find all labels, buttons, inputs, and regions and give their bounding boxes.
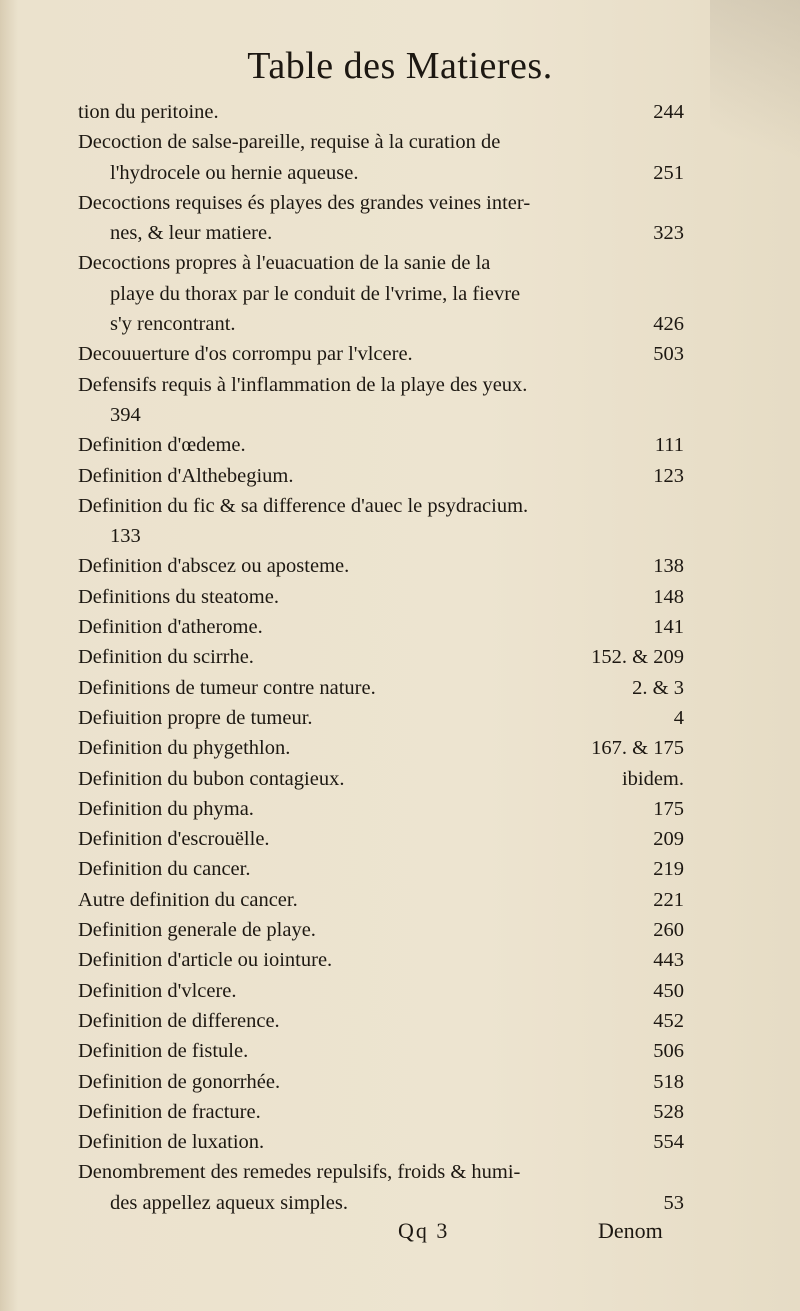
index-entry (78, 582, 684, 612)
entry-text-line: Decouuerture d'os corrompu par l'vlcere. (78, 343, 413, 366)
index-entry (78, 764, 684, 794)
index-entry (78, 461, 684, 491)
entry-page-number: 452 (653, 1009, 684, 1032)
index-entry (78, 1036, 684, 1066)
entry-text-line: Definition d'œdeme. (78, 434, 246, 457)
entry-page-number: ibidem. (621, 767, 684, 790)
entry-text-line: Definition d'escrouëlle. (78, 828, 270, 851)
index-entry (78, 370, 684, 431)
entry-page-number: 528 (653, 1100, 684, 1123)
entry-page-number: 111 (654, 434, 684, 457)
index-entry (78, 1097, 684, 1127)
entry-page-number: 141 (653, 616, 684, 639)
catchword: Denom (598, 1218, 663, 1243)
index-entry (78, 248, 684, 339)
entry-page-number: 123 (653, 464, 684, 487)
index-entry (78, 673, 684, 703)
index-entry (78, 188, 684, 249)
entry-page-number: 554 (653, 1131, 684, 1154)
index-entry (78, 97, 684, 127)
entry-page-number: 152. & 209 (591, 646, 684, 669)
index-entry (78, 430, 684, 460)
entry-text-line: playe du thorax par le conduit de l'vrime, la fievre (110, 282, 521, 305)
entry-text-line: Definition du fic & sa difference d'auec le psydracium. (78, 494, 529, 517)
entry-text-line: Defensifs requis à l'inflammation de la playe des yeux. (78, 373, 528, 396)
entry-page-number: 503 (653, 343, 684, 366)
entry-text-line: Definition du scirrhe. (78, 646, 254, 669)
entry-page-number: 4 (673, 706, 684, 729)
entry-text-line: nes, & leur matiere. (110, 222, 273, 245)
index-entry (78, 854, 684, 884)
entry-text-line: Definition d'abscez ou aposteme. (78, 555, 350, 578)
entry-page-number: 244 (653, 101, 684, 123)
entry-text-line: Definition du bubon contagieux. (78, 767, 345, 790)
entry-text-line: 133 (110, 525, 141, 548)
entry-page-number: 2. & 3 (632, 676, 684, 699)
entry-text-line: tion du peritoine. (78, 101, 219, 123)
entry-page-number: 148 (653, 585, 684, 608)
entry-page-number: 221 (653, 888, 684, 911)
entry-page-number: 443 (653, 949, 684, 972)
entry-text-line: des appellez aqueux simples. (110, 1191, 348, 1214)
entry-text-line: Definition de gonorrhée. (78, 1070, 281, 1093)
entry-text-line: Autre definition du cancer. (78, 888, 298, 911)
index-entry (78, 1127, 684, 1157)
index-entry (78, 127, 684, 188)
entry-page-number: 260 (653, 919, 684, 942)
entry-text-line: Definition de luxation. (78, 1131, 265, 1154)
entry-text-line: Definition du cancer. (78, 858, 251, 881)
entry-text-line: Definition du phygethlon. (78, 737, 291, 760)
entry-page-number: 251 (653, 161, 684, 184)
index-entry (78, 733, 684, 763)
entry-text-line: l'hydrocele ou hernie aqueuse. (110, 161, 359, 184)
entry-page-number: 506 (653, 1040, 684, 1063)
entry-text-line: Definition de difference. (78, 1009, 280, 1032)
index-entry (78, 976, 684, 1006)
entry-text-line: s'y rencontrant. (110, 313, 236, 336)
entry-text-line: Decoction de salse-pareille, requise à la curation de (78, 131, 501, 154)
index-entry (78, 915, 684, 945)
entry-page-number: 219 (653, 858, 684, 881)
index-entry (78, 703, 684, 733)
index-entry (78, 491, 684, 552)
entry-page-number: 450 (653, 979, 684, 1002)
entry-text-line: Denombrement des remedes repulsifs, froids & humi- (78, 1161, 521, 1184)
index-entries (78, 97, 684, 1218)
entry-text-line: Definition d'article ou iointure. (78, 949, 333, 972)
entry-text-line: Definition d'vlcere. (78, 979, 237, 1002)
index-entry (78, 551, 684, 581)
entry-text-line: Definition d'Althebegium. (78, 464, 294, 487)
entry-page-number: 323 (653, 222, 684, 245)
index-entry (78, 945, 684, 975)
entry-text-line: Definitions de tumeur contre nature. (78, 676, 376, 699)
entry-text-line: Decoctions propres à l'euacuation de la sanie de la (78, 252, 491, 275)
index-entry (78, 1157, 684, 1218)
entry-page-number: 175 (653, 797, 684, 820)
entry-text-line: Definition de fistule. (78, 1040, 249, 1063)
entry-page-number: 138 (653, 555, 684, 578)
entry-text-line: Definition du phyma. (78, 797, 254, 820)
entry-page-number: 518 (653, 1070, 684, 1093)
index-entry (78, 1006, 684, 1036)
page-title: Table des Matieres. (247, 45, 553, 87)
index-entry (78, 612, 684, 642)
entry-text-line: Definitions du steatome. (78, 585, 279, 608)
entry-page-number: 426 (653, 313, 684, 336)
index-entry (78, 1067, 684, 1097)
entry-text-line: Defiuition propre de tumeur. (78, 706, 313, 729)
entry-page-number: 167. & 175 (591, 737, 684, 760)
entry-page-number: 53 (663, 1191, 684, 1214)
index-entry (78, 339, 684, 369)
entry-text-line: 394 (110, 403, 141, 426)
index-entry (78, 885, 684, 915)
entry-text-line: Decoctions requises és playes des grandes veines inter- (78, 191, 531, 214)
index-entry (78, 642, 684, 672)
index-entry (78, 824, 684, 854)
index-entry (78, 794, 684, 824)
entry-text-line: Definition d'atherome. (78, 616, 263, 639)
entry-text-line: Definition generale de playe. (78, 919, 316, 942)
entry-page-number: 209 (653, 828, 684, 851)
entry-text-line: Definition de fracture. (78, 1100, 261, 1123)
signature-mark: Qq 3 (398, 1218, 450, 1243)
